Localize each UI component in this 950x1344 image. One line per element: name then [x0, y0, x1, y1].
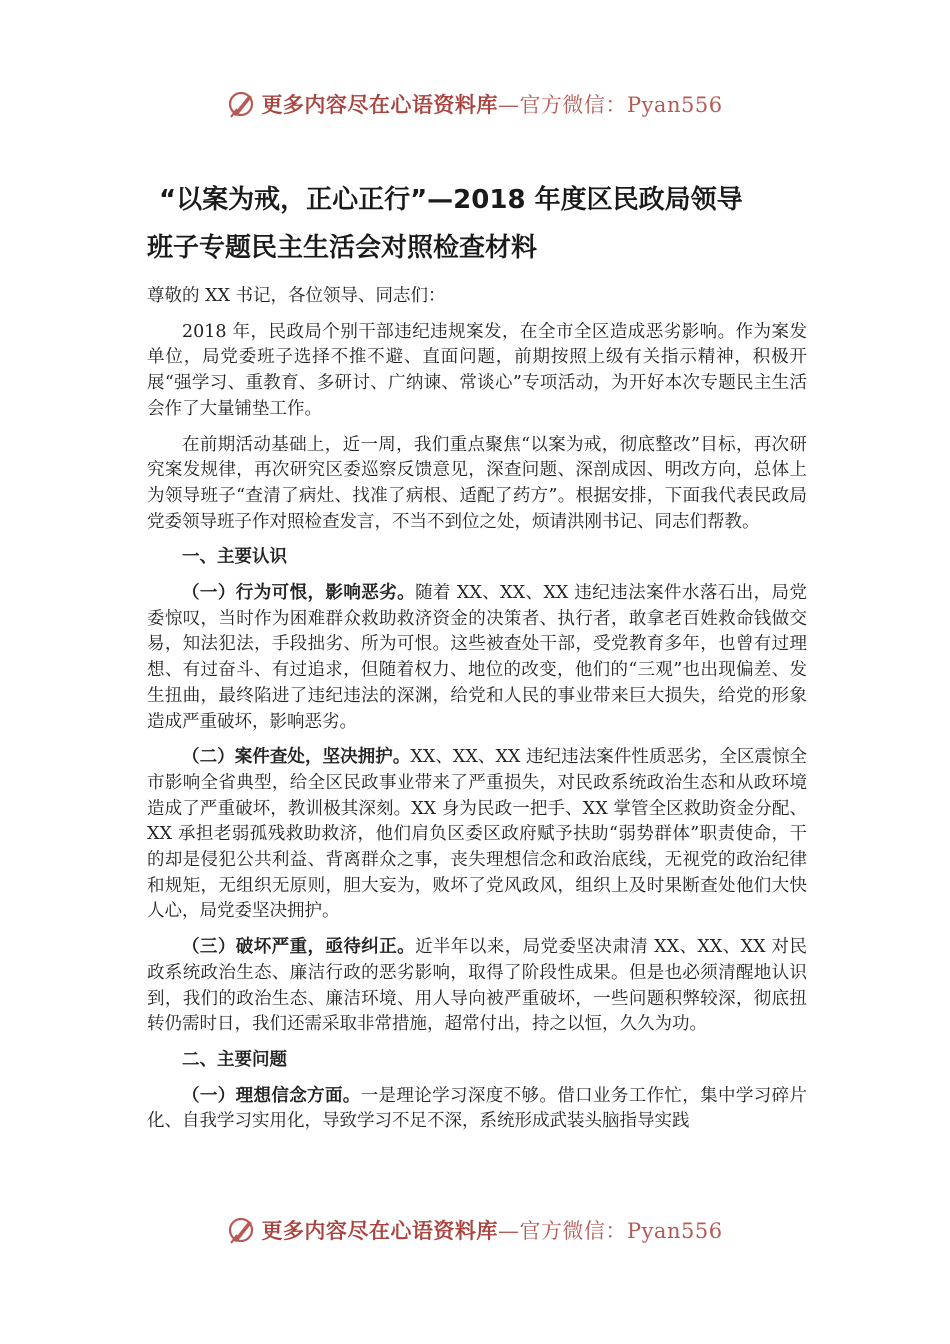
subsection-3 [147, 935, 807, 1038]
subsection-3-body: 近半年以来，局党委坚决肃清 XX、XX、XX 对民政系统政治生态、廉洁行政的恶劣影响，取得了阶段性成果。但是也必须清醒地认识到，我们的政治生态、廉洁环境、用人导向被严重破坏，一些问题积弊较深，彻底扭转仍需时日，我们还需采取非常措施，超常付出，持之以恒，久久为功。 [147, 937, 807, 1035]
document-body [147, 284, 807, 1145]
watermark-banner-bottom [0, 1210, 950, 1250]
watermark-text: 更多内容尽在心语资料库—官方微信：Pyan556 [261, 92, 723, 117]
subsection-2-head: （二）案件查处，坚决拥护。 [182, 747, 411, 768]
page-title [147, 176, 837, 272]
subsection-1-body: 随着 XX、XX、XX 违纪违法案件水落石出，局党委惊叹，当时作为困难群众救助救济资金的决策者、执行者，敢拿老百姓救命钱做交易，知法犯法，手段拙劣、所为可恨。这些被查处干部，受党教育多年，也曾有过理想、有过奋斗、有过追求，但随着权力、地位的改变，他们的“三观”也出现偏差、发生扭曲，最终陷进了违纪违法的深渊，给党和人民的事业带来巨大损失，给党的形象造成严重破坏，影响恶劣。 [147, 583, 807, 732]
subsection-1-head: （一）行为可恨，影响恶劣。 [182, 583, 416, 604]
quill-logo-icon [227, 1215, 257, 1245]
paragraph-2: 在前期活动基础上，近一周，我们重点聚焦“以案为戒，彻底整改”目标，再次研究案发规律，再次研究区委巡察反馈意见，深查问题、深剖成因、明改方向，总体上为领导班子“查清了病灶、找准了病根、适配了药方”。根据安排，下面我代表民政局党委领导班子作对照检查发言，不当不到位之处，烦请洪刚书记、同志们帮教。 [147, 434, 807, 532]
title-line-1: “以案为戒，正心正行”—2018 年度区民政局领导 [159, 185, 743, 215]
title-line-2: 班子专题民主生活会对照检查材料 [147, 233, 538, 263]
subsection-1 [147, 581, 807, 735]
paragraph-1: 2018 年，民政局个别干部违纪违规案发，在全市全区造成恶劣影响。作为案发单位，局党委班子选择不推不避、直面问题，前期按照上级有关指示精神，积极开展“强学习、重教育、多研讨、广纳谏、常谈心”专项活动，为开好本次专题民主生活会作了大量铺垫工作。 [147, 321, 807, 419]
subsection-3-head: （三）破坏严重，亟待纠正。 [182, 937, 416, 958]
subsection-4-body: 一是理论学习深度不够。借口业务工作忙，集中学习碎片化、自我学习实用化，导致学习不足不深，系统形成武装头脑指导实践 [147, 1085, 808, 1132]
watermark-banner-top [0, 84, 950, 124]
subsection-4-head: （一）理想信念方面。 [182, 1085, 361, 1106]
section-heading-2: 二、主要问题 [182, 1049, 287, 1070]
subsection-2-body: XX、XX、XX 违纪违法案件性质恶劣，全区震惊全市影响全省典型，给全区民政事业带来了严重损失，对民政系统政治生态和从政环境造成了严重破坏，教训极其深刻。XX 身为民政一把手、XX 掌管全区救助资金分配、XX 承担老弱孤残救助救济，他们肩负区委区政府赋予扶助“弱势群体”职责使命，干的却是侵犯公共利益、背离群众之事，丧失理想信念和政治底线，无视党的政治纪律和规矩，无组织无原则，胆大妄为，败坏了党风政风，组织上及时果断查处他们大快人心，局党委坚决拥护。 [147, 747, 808, 922]
subsection-2 [147, 745, 807, 925]
watermark-text: 更多内容尽在心语资料库—官方微信：Pyan556 [261, 1218, 723, 1243]
quill-logo-icon [227, 89, 257, 119]
section-heading-1: 一、主要认识 [182, 547, 287, 568]
greeting: 尊敬的 XX 书记，各位领导、同志们： [147, 286, 446, 306]
subsection-4 [147, 1084, 807, 1135]
